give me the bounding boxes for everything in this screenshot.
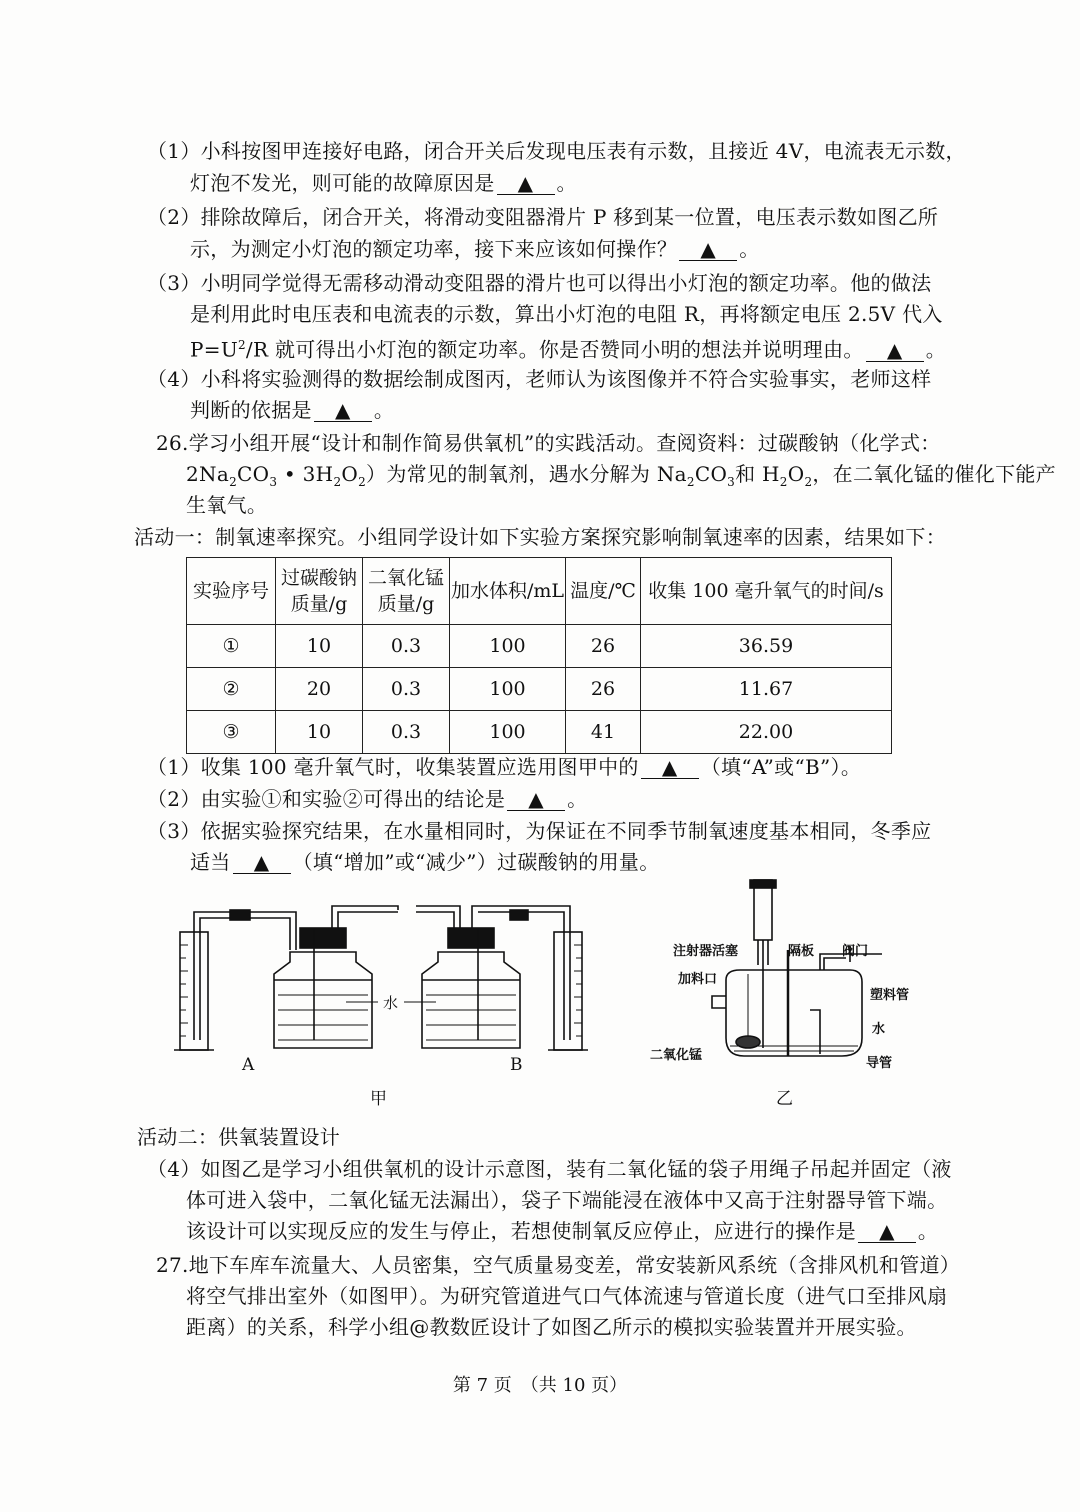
text: 加水体积/mL	[450, 580, 565, 602]
text: 。	[373, 398, 395, 422]
answer-blank[interactable]: ▲	[497, 172, 555, 195]
q26-sub4-line3	[186, 1216, 938, 1246]
text: CO	[237, 462, 270, 486]
figure-a-label: A	[242, 1055, 255, 1075]
q25-part3-line3	[190, 330, 946, 365]
q26-sub4-line2: 体可进入袋中，二氧化锰无法漏出），袋子下端能浸在液体中又高于注射器导管下端。	[186, 1188, 948, 1212]
table-cell: 10	[276, 625, 363, 668]
text: （1）收集 100 毫升氧气时，收集装置应选用图甲中的	[147, 755, 639, 779]
text: 灯泡不发光，则可能的故障原因是	[190, 171, 495, 195]
yi-duct-label: 导管	[866, 1056, 893, 1071]
q27-line2: 将空气排出室外（如图甲）。为研究管道进气口气体流速与管道长度（进气口至排风扇	[186, 1284, 948, 1308]
answer-blank[interactable]: ▲	[641, 756, 699, 779]
answer-blank[interactable]: ▲	[866, 339, 924, 362]
q25-part3-line1: （3）小明同学觉得无需移动滑动变阻器的滑片也可以得出小灯泡的额定功率。他的做法	[147, 271, 932, 295]
text: /R 就可得出小灯泡的额定功率。你是否赞同小明的想法并说明理由。	[245, 337, 864, 362]
q26-activity2: 活动二：供氧装置设计	[137, 1125, 340, 1149]
text: （2）由实验①和实验②可得出的结论是	[147, 787, 506, 811]
table-cell: ③	[187, 711, 276, 754]
text: 判断的依据是	[190, 398, 312, 422]
table-cell: 26	[566, 625, 641, 668]
q26-activity1: 活动一：制氧速率探究。小组同学设计如下实验方案探究影响制氧速率的因素，结果如下：	[134, 525, 946, 549]
q25-part4-line2	[190, 395, 394, 425]
subscript: 3	[727, 475, 736, 489]
table-cell: ②	[187, 668, 276, 711]
q25-part2-line2	[190, 234, 760, 264]
text: P=U	[190, 337, 238, 362]
answer-blank[interactable]: ▲	[314, 399, 372, 422]
figure-a-bottle	[274, 906, 398, 1048]
apparatus-figures	[160, 870, 920, 1110]
text: 示，为测定小灯泡的额定功率，接下来应该如何操作？	[190, 237, 678, 261]
q27-line1: 27.地下车库车流量大、人员密集，空气质量易变差，常安装新风系统（含排风机和管道）	[156, 1253, 961, 1277]
table-cell: 100	[450, 668, 566, 711]
table-cell: 41	[566, 711, 641, 754]
header-multiline: 二氧化锰 质量/g	[367, 567, 444, 615]
text: 。	[925, 337, 946, 362]
table-cell: 100	[450, 625, 566, 668]
q25-part1-line1: （1）小科按图甲连接好电路，闭合开关后发现电压表有示数，且接近 4V，电流表无示数，	[147, 139, 966, 163]
yi-valve-label: 阀门	[842, 944, 869, 959]
table-cell: 20	[276, 668, 363, 711]
text: 适当	[190, 850, 231, 874]
page-footer: 第 7 页 （共 10 页）	[452, 1375, 628, 1396]
yi-mno2-label: 二氧化锰	[650, 1048, 703, 1063]
figure-yi-caption: 乙	[776, 1089, 793, 1109]
table-cell: 100	[450, 711, 566, 754]
q26-intro-line2	[186, 459, 1056, 497]
experiment-table	[186, 557, 892, 754]
text: 该设计可以实现反应的发生与停止，若想使制氧反应停止，应进行的操作是	[186, 1219, 856, 1243]
answer-blank[interactable]: ▲	[679, 238, 737, 261]
text: O	[787, 462, 805, 486]
text: 收集 100 毫升氧气的时间/s	[648, 580, 884, 602]
q26-sub3-line1: （3）依据实验探究结果，在水量相同时，为保证在不同季节制氧速度基本相同，冬季应	[147, 819, 932, 843]
text: 温度/℃	[570, 580, 636, 602]
table-cell: 10	[276, 711, 363, 754]
q26-intro-line3: 生氧气。	[186, 493, 268, 517]
q25-part2-line1: （2）排除故障后，闭合开关，将滑动变阻器滑片 P 移到某一位置，电压表示数如图乙所	[147, 205, 939, 229]
table-cell: 26	[566, 668, 641, 711]
text: 。	[556, 171, 577, 195]
text: O	[341, 462, 359, 486]
q27-line3: 距离）的关系，科学小组@教数匠设计了如图乙所示的模拟实验装置并开展实验。	[186, 1315, 917, 1339]
q26-sub4-line1: （4）如图乙是学习小组供氧机的设计示意图，装有二氧化锰的袋子用绳子吊起并固定（液	[147, 1157, 952, 1181]
q25-part4-line1: （4）小科将实验测得的数据绘制成图丙，老师认为该图像并不符合实验事实，老师这样	[147, 367, 932, 391]
figure-b-cylinder	[548, 932, 588, 1050]
table-header-cell	[363, 558, 450, 625]
figure-jia-caption: 甲	[370, 1089, 387, 1109]
text: 。	[739, 237, 760, 261]
table-row	[187, 625, 892, 668]
table-cell: 11.67	[641, 668, 892, 711]
table-cell: 0.3	[363, 668, 450, 711]
text: • 3H	[277, 462, 334, 486]
table-cell: 0.3	[363, 711, 450, 754]
q26-intro-line1: 26.学习小组开展“设计和制作简易供氧机”的实践活动。查阅资料：过碳酸钠（化学式：	[156, 431, 941, 455]
table-cell: 0.3	[363, 625, 450, 668]
table-row	[187, 711, 892, 754]
table-cell: ①	[187, 625, 276, 668]
subscript: 2	[779, 475, 788, 489]
subscript: 2	[804, 475, 813, 489]
subscript: 3	[269, 475, 278, 489]
table-header-row	[187, 558, 892, 625]
q25-part3-line2: 是利用此时电压表和电流表的示数，算出小灯泡的电阻 R，再将额定电压 2.5V 代入	[190, 302, 943, 326]
yi-water-label: 水	[872, 1022, 886, 1037]
table-header-cell	[276, 558, 363, 625]
yi-tube-label: 塑料管	[870, 988, 910, 1003]
text: 。	[917, 1219, 939, 1243]
subscript: 2	[686, 475, 695, 489]
table-header-cell	[641, 558, 892, 625]
figure-b-label: B	[510, 1055, 523, 1075]
answer-blank[interactable]: ▲	[233, 851, 291, 874]
subscript: 2	[229, 475, 237, 489]
figure-b-bottle	[416, 906, 570, 1048]
subscript: 2	[358, 475, 367, 489]
subscript: 2	[333, 475, 342, 489]
figure-yi-device	[712, 880, 882, 1056]
text: （填“A”或“B”）。	[700, 755, 862, 779]
table-header-cell	[450, 558, 566, 625]
text: 和 H	[735, 462, 780, 486]
yi-inlet-label: 加料口	[678, 972, 718, 987]
table-row	[187, 668, 892, 711]
q26-sub1	[147, 752, 861, 782]
text: ，在二氧化锰的催化下能产	[812, 462, 1056, 486]
text: 2Na	[186, 462, 230, 486]
answer-blank[interactable]: ▲	[858, 1220, 916, 1243]
yi-syringe-label: 注射器活塞	[673, 944, 739, 959]
text: 。	[567, 787, 588, 811]
text: CO	[694, 462, 728, 486]
table-cell: 36.59	[641, 625, 892, 668]
table-header-cell	[566, 558, 641, 625]
text: （填“增加”或“减少”）过碳酸钠的用量。	[292, 850, 660, 874]
answer-blank[interactable]: ▲	[507, 788, 565, 811]
table-cell: 22.00	[641, 711, 892, 754]
yi-partition-label: 隔板	[788, 944, 815, 959]
text: ）为常见的制氧剂，遇水分解为 Na	[366, 462, 687, 486]
superscript: 2	[237, 338, 246, 352]
table-header-cell	[187, 558, 276, 625]
header-multiline: 过碳酸钠 质量/g	[280, 567, 357, 615]
q26-sub2	[147, 784, 587, 814]
q25-part1-line2	[190, 168, 577, 198]
water-label: 水	[383, 994, 399, 1012]
text: 实验序号	[192, 580, 269, 602]
